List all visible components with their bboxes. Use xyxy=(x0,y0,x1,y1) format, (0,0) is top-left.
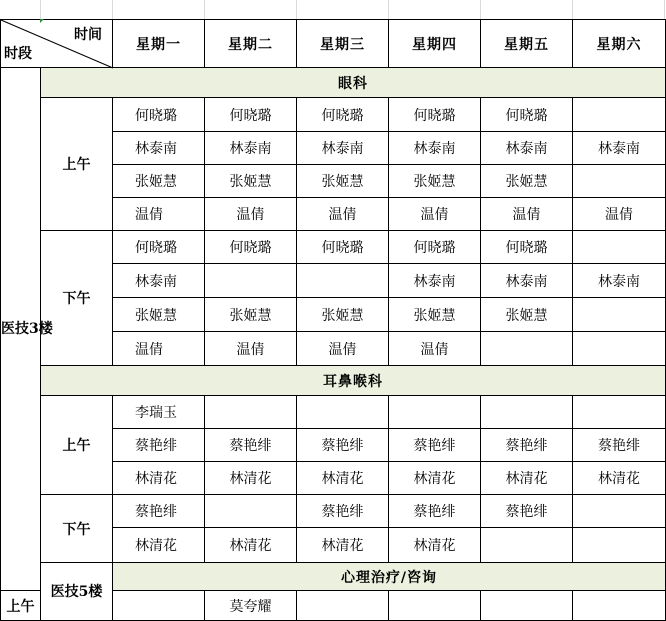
doctor-cell: 蔡艳绯 xyxy=(113,429,205,462)
doctor-cell: 张姬慧 xyxy=(113,298,205,332)
doctor-cell: 林泰南 xyxy=(481,132,573,165)
doctor-cell xyxy=(573,165,666,198)
doctor-cell xyxy=(573,528,666,563)
doctor-cell: 林泰南 xyxy=(113,264,205,298)
doctor-cell: 张姬慧 xyxy=(297,165,389,198)
doctor-cell: 莫夸耀 xyxy=(205,591,297,621)
day-header: 星期五 xyxy=(481,20,573,68)
section-row xyxy=(1,563,666,591)
doctor-cell: 何晓璐 xyxy=(481,98,573,132)
doctor-cell: 蔡艳绯 xyxy=(481,429,573,462)
section-title: 眼科 xyxy=(41,68,666,98)
doctor-cell: 林清花 xyxy=(113,528,205,563)
doctor-cell xyxy=(573,298,666,332)
section-title: 心理治疗/咨询 xyxy=(113,563,666,591)
cell-corner-marker xyxy=(40,19,44,23)
doctor-cell: 温倩 xyxy=(113,198,205,231)
schedule-table xyxy=(0,19,666,621)
doctor-cell: 温倩 xyxy=(205,198,297,231)
doctor-cell: 何晓璐 xyxy=(297,231,389,264)
doctor-cell: 何晓璐 xyxy=(205,98,297,132)
doctor-cell: 蔡艳绯 xyxy=(297,495,389,528)
doctor-cell: 张姬慧 xyxy=(113,165,205,198)
doctor-cell: 何晓璐 xyxy=(113,231,205,264)
doctor-cell: 何晓璐 xyxy=(481,231,573,264)
period-label: 下午 xyxy=(41,231,113,366)
doctor-cell: 张姬慧 xyxy=(205,298,297,332)
doctor-cell: 温倩 xyxy=(297,332,389,366)
doctor-cell xyxy=(113,591,205,621)
doctor-cell: 蔡艳绯 xyxy=(573,429,666,462)
doctor-cell xyxy=(573,231,666,264)
doctor-cell: 张姬慧 xyxy=(297,298,389,332)
doctor-cell: 林清花 xyxy=(205,528,297,563)
doctor-cell: 林清花 xyxy=(113,462,205,495)
schedule-row xyxy=(1,98,666,132)
doctor-cell: 林清花 xyxy=(573,462,666,495)
doctor-cell: 温倩 xyxy=(389,332,481,366)
doctor-cell: 蔡艳绯 xyxy=(113,495,205,528)
doctor-cell: 张姬慧 xyxy=(205,165,297,198)
corner-cell xyxy=(1,20,113,68)
doctor-cell: 林清花 xyxy=(389,528,481,563)
location-building-3: 医技3楼 xyxy=(1,68,41,591)
doctor-cell: 何晓璐 xyxy=(389,231,481,264)
day-header: 星期四 xyxy=(389,20,481,68)
day-header: 星期三 xyxy=(297,20,389,68)
doctor-cell: 蔡艳绯 xyxy=(481,495,573,528)
period-label: 上午 xyxy=(41,98,113,231)
day-header: 星期一 xyxy=(113,20,205,68)
doctor-cell xyxy=(573,396,666,429)
doctor-cell xyxy=(389,396,481,429)
top-gridline-strip xyxy=(0,0,665,19)
doctor-cell: 蔡艳绯 xyxy=(297,429,389,462)
doctor-cell xyxy=(297,591,389,621)
doctor-cell: 林泰南 xyxy=(205,132,297,165)
schedule-row xyxy=(1,495,666,528)
doctor-cell: 张姬慧 xyxy=(481,298,573,332)
period-label: 下午 xyxy=(41,495,113,563)
location-building-5: 医技5楼 xyxy=(41,563,113,621)
period-label: 上午 xyxy=(1,591,41,621)
day-header: 星期六 xyxy=(573,20,666,68)
doctor-cell: 林清花 xyxy=(297,528,389,563)
doctor-cell: 温倩 xyxy=(481,198,573,231)
doctor-cell: 张姬慧 xyxy=(481,165,573,198)
doctor-cell xyxy=(481,332,573,366)
doctor-cell: 温倩 xyxy=(113,332,205,366)
section-row xyxy=(1,366,666,396)
doctor-cell xyxy=(297,264,389,298)
doctor-cell: 何晓璐 xyxy=(389,98,481,132)
doctor-cell xyxy=(205,264,297,298)
doctor-cell xyxy=(573,591,666,621)
doctor-cell: 何晓璐 xyxy=(113,98,205,132)
doctor-cell: 蔡艳绯 xyxy=(389,429,481,462)
corner-period-label: 时段 xyxy=(4,46,32,62)
doctor-cell xyxy=(481,591,573,621)
doctor-cell: 林泰南 xyxy=(573,264,666,298)
doctor-cell: 李瑞玉 xyxy=(113,396,205,429)
doctor-cell: 张姬慧 xyxy=(389,165,481,198)
doctor-cell: 林清花 xyxy=(297,462,389,495)
doctor-cell: 林清花 xyxy=(481,462,573,495)
doctor-cell: 温倩 xyxy=(573,198,666,231)
doctor-cell: 何晓璐 xyxy=(297,98,389,132)
doctor-cell xyxy=(297,396,389,429)
doctor-cell: 林泰南 xyxy=(389,132,481,165)
doctor-cell: 林泰南 xyxy=(113,132,205,165)
doctor-cell xyxy=(573,98,666,132)
doctor-cell: 蔡艳绯 xyxy=(389,495,481,528)
doctor-cell: 林泰南 xyxy=(481,264,573,298)
doctor-cell xyxy=(205,495,297,528)
section-row xyxy=(1,68,666,98)
doctor-cell xyxy=(481,396,573,429)
doctor-cell: 林泰南 xyxy=(573,132,666,165)
doctor-cell xyxy=(205,396,297,429)
doctor-cell: 温倩 xyxy=(297,198,389,231)
doctor-cell: 温倩 xyxy=(205,332,297,366)
doctor-cell: 蔡艳绯 xyxy=(205,429,297,462)
doctor-cell: 林泰南 xyxy=(297,132,389,165)
schedule-row xyxy=(1,396,666,429)
period-label: 上午 xyxy=(41,396,113,495)
doctor-cell: 张姬慧 xyxy=(389,298,481,332)
doctor-cell: 林清花 xyxy=(389,462,481,495)
doctor-cell: 温倩 xyxy=(389,198,481,231)
doctor-cell: 林清花 xyxy=(205,462,297,495)
doctor-cell: 林泰南 xyxy=(389,264,481,298)
schedule-row xyxy=(1,231,666,264)
day-header: 星期二 xyxy=(205,20,297,68)
doctor-cell xyxy=(573,332,666,366)
doctor-cell xyxy=(481,528,573,563)
header-row xyxy=(1,20,666,68)
doctor-cell: 何晓璐 xyxy=(205,231,297,264)
doctor-cell xyxy=(573,495,666,528)
doctor-cell xyxy=(389,591,481,621)
corner-time-label: 时间 xyxy=(74,27,102,43)
section-title: 耳鼻喉科 xyxy=(41,366,666,396)
